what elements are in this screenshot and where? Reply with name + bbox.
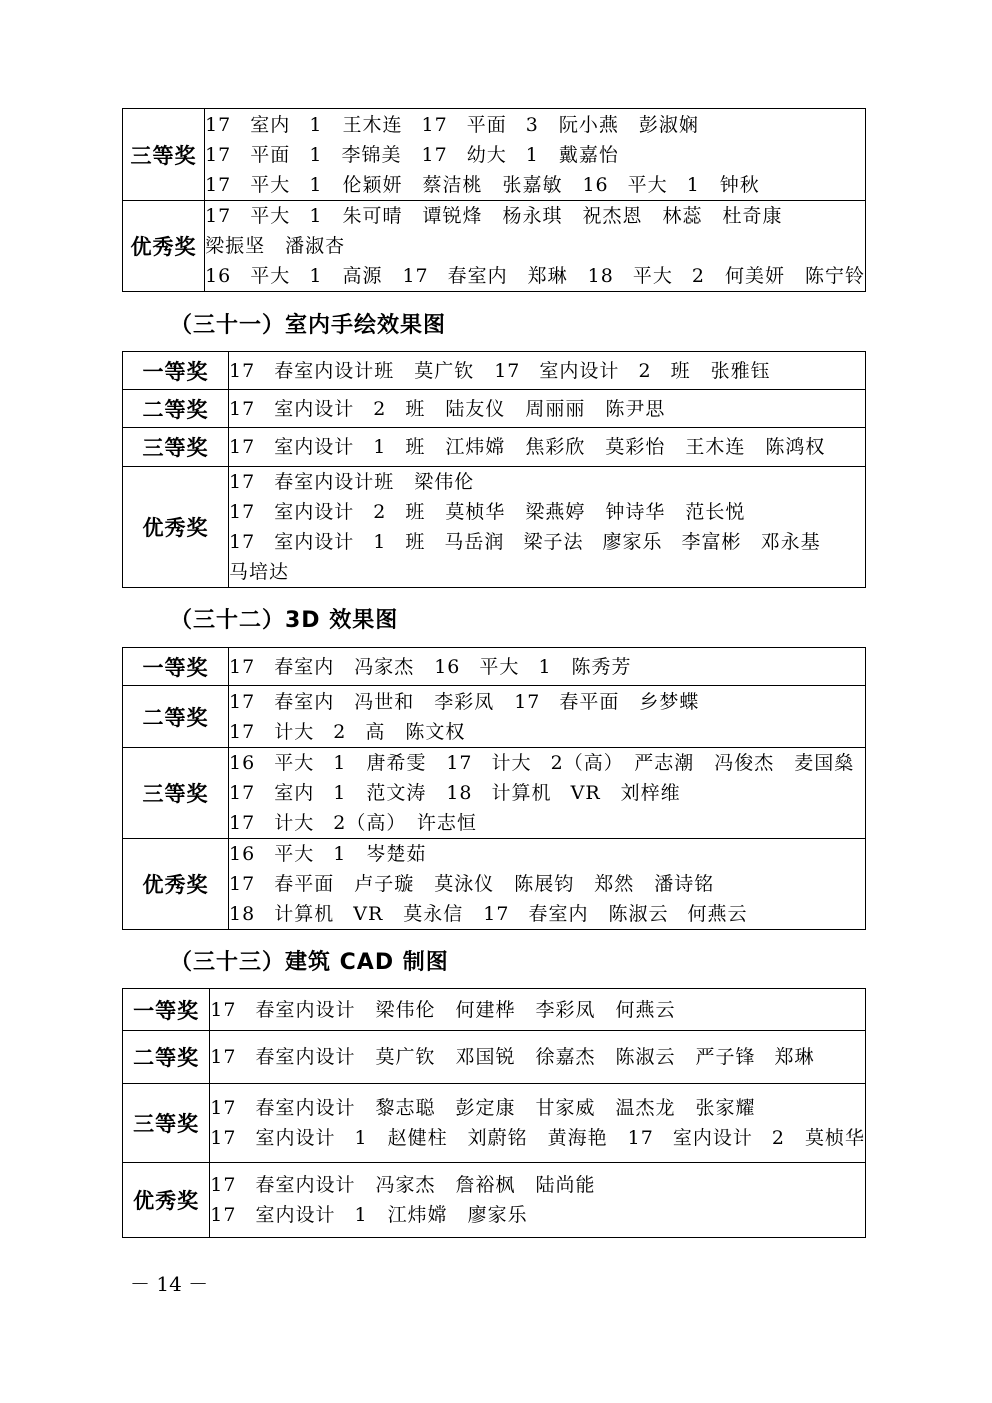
names-line: 17 春室内设计 黎志聪 彭定康 甘家威 温杰龙 张家耀 (210, 1097, 756, 1119)
names-line: 16 平大 1 唐希雯 17 计大 2（高） 严志潮 冯俊杰 麦国燊 (229, 752, 855, 774)
award-level: 二等奖 (123, 686, 229, 748)
names-line: 17 平大 1 朱可晴 谭锐烽 杨永琪 祝杰恩 林蕊 杜奇康 (205, 205, 783, 227)
award-row (123, 109, 866, 201)
award-names (210, 1031, 866, 1084)
section-title: （三十一）室内手绘效果图 (170, 313, 447, 338)
names-line: 17 计大 2 高 陈文权 (229, 720, 466, 743)
award-row (123, 989, 866, 1031)
award-table (122, 647, 866, 930)
award-row (123, 201, 866, 292)
award-level: 一等奖 (123, 352, 229, 390)
award-row (123, 1163, 866, 1238)
award-names (229, 648, 866, 686)
award-row (123, 839, 866, 930)
award-names (210, 1084, 866, 1163)
award-row (123, 686, 866, 748)
names-line: 17 春室内 冯家杰 16 平大 1 陈秀芳 (229, 655, 632, 678)
award-names (229, 467, 866, 588)
award-names (229, 686, 866, 748)
award-names (205, 201, 866, 292)
names-line: 17 春室内设计 莫广钦 邓国锐 徐嘉杰 陈淑云 严子锋 郑琳 (210, 1046, 815, 1068)
award-row (123, 352, 866, 390)
names-line: 17 室内 1 范文涛 18 计算机 VR 刘梓维 (229, 782, 681, 804)
award-level: 三等奖 (123, 1084, 210, 1163)
award-names (210, 1163, 866, 1238)
award-level: 二等奖 (123, 1031, 210, 1084)
names-line: 16 平大 1 高源 17 春室内 郑琳 18 平大 2 何美妍 陈宁铃 (205, 265, 865, 287)
names-line: 18 计算机 VR 莫永信 17 春室内 陈淑云 何燕云 (229, 903, 748, 925)
names-line: 17 室内设计 2 班 陆友仪 周丽丽 陈尹思 (229, 397, 666, 420)
award-row (123, 1031, 866, 1084)
page-number: － 14 － (130, 1272, 209, 1296)
award-names (229, 390, 866, 428)
names-line: 梁振坚 潘淑杏 (205, 235, 346, 257)
award-row (123, 648, 866, 686)
award-names (205, 109, 866, 201)
award-level: 三等奖 (123, 109, 205, 201)
award-level: 优秀奖 (123, 1163, 210, 1238)
award-row (123, 1084, 866, 1163)
award-level: 三等奖 (123, 748, 229, 839)
names-line: 17 春室内 冯世和 李彩凤 17 春平面 乡梦蝶 (229, 690, 700, 713)
award-names (229, 428, 866, 467)
names-line: 17 室内 1 王木连 17 平面 3 阮小燕 彭淑娴 (205, 113, 699, 136)
award-row (123, 467, 866, 588)
award-level: 优秀奖 (123, 839, 229, 930)
names-line: 17 室内设计 1 班 马岳润 梁子法 廖家乐 李富彬 邓永基 (229, 531, 821, 553)
award-row (123, 428, 866, 467)
award-table (122, 988, 866, 1238)
names-line: 17 春室内设计 冯家杰 詹裕枫 陆尚能 (210, 1174, 596, 1196)
names-line: 17 室内设计 1 班 江炜嫦 焦彩欣 莫彩怡 王木连 陈鸿权 (229, 436, 826, 458)
award-level: 一等奖 (123, 648, 229, 686)
award-level: 优秀奖 (123, 467, 229, 588)
names-line: 17 室内设计 1 赵健柱 刘蔚铭 黄海艳 17 室内设计 2 莫桢华 (210, 1127, 865, 1149)
names-line: 17 平面 1 李锦美 17 幼大 1 戴嘉怡 (205, 143, 619, 166)
names-line: 17 春室内设计班 莫广钦 17 室内设计 2 班 张雅钰 (229, 359, 771, 382)
names-line: 17 计大 2（高） 许志恒 (229, 812, 477, 834)
award-row (123, 748, 866, 839)
section-title: （三十二）3D 效果图 (170, 608, 399, 633)
names-line: 马培达 (229, 561, 290, 583)
award-table (122, 108, 866, 292)
award-names (229, 352, 866, 390)
award-level: 二等奖 (123, 390, 229, 428)
names-line: 16 平大 1 岑楚茹 (229, 843, 427, 865)
award-level: 一等奖 (123, 989, 210, 1031)
award-level: 优秀奖 (123, 201, 205, 292)
section-title: （三十三）建筑 CAD 制图 (170, 950, 449, 975)
names-line: 17 室内设计 2 班 莫桢华 梁燕婷 钟诗华 范长悦 (229, 501, 746, 523)
names-line: 17 室内设计 1 江炜嫦 廖家乐 (210, 1204, 528, 1226)
names-line: 17 平大 1 伦颖妍 蔡洁桃 张嘉敏 16 平大 1 钟秋 (205, 173, 760, 196)
award-names (229, 748, 866, 839)
award-row (123, 390, 866, 428)
names-line: 17 春室内设计 梁伟伦 何建桦 李彩凤 何燕云 (210, 998, 676, 1021)
award-names (229, 839, 866, 930)
award-table (122, 351, 866, 588)
names-line: 17 春室内设计班 梁伟伦 (229, 471, 475, 493)
award-names (210, 989, 866, 1031)
names-line: 17 春平面 卢子璇 莫泳仪 陈展钧 郑然 潘诗铭 (229, 873, 715, 895)
award-level: 三等奖 (123, 428, 229, 467)
